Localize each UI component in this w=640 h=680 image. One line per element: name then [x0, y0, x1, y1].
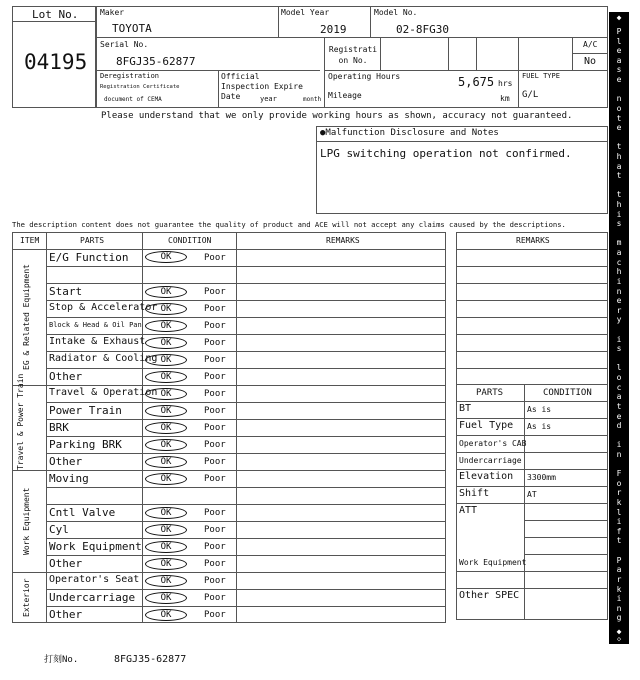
row-line: [46, 402, 446, 403]
sidebar-char: P: [616, 27, 622, 36]
sidebar-char: k: [616, 498, 622, 508]
malfunction-text: LPG switching operation not confirmed.: [320, 147, 572, 160]
registration-label: Registrati on No.: [328, 45, 378, 65]
remarks-row-line: [456, 334, 608, 335]
row-line: [46, 334, 446, 335]
remarks-row-line: [456, 300, 608, 301]
footer-label: 打刻No.: [44, 655, 79, 665]
row-line: [46, 589, 446, 590]
poor-label: Poor: [204, 440, 226, 450]
poor-label: Poor: [204, 304, 226, 314]
sidebar-char: a: [616, 161, 622, 171]
sidebar-char: e: [616, 296, 622, 306]
part-label: Power Train: [49, 404, 122, 417]
header-parts: PARTS: [80, 236, 105, 245]
malfunction-title: ●Malfunction Disclosure and Notes: [320, 128, 499, 138]
row-line: [46, 606, 446, 607]
poor-label: Poor: [204, 474, 226, 484]
maker-label: Maker: [100, 8, 125, 17]
spec-row-line: [524, 520, 608, 521]
table-col-line: [46, 232, 47, 623]
sidebar-char: s: [616, 344, 622, 354]
poor-label: Poor: [204, 321, 226, 331]
part-label: Parking BRK: [49, 438, 122, 451]
sidebar-char: l: [616, 507, 622, 517]
sidebar-char: m: [616, 238, 622, 248]
row-line: [46, 555, 446, 556]
sidebar-char: i: [616, 440, 622, 450]
header-condition: CONDITION: [168, 236, 212, 245]
ok-mark: OK: [145, 251, 187, 263]
spec-cond: AT: [527, 490, 537, 499]
part-label: Moving: [49, 472, 89, 485]
row-line: [46, 453, 446, 454]
ok-mark: OK: [145, 524, 187, 536]
part-label: E/G Function: [49, 251, 129, 264]
part-label: Undercarriage: [49, 591, 136, 604]
row-line: [46, 538, 446, 539]
row-line: [46, 436, 446, 437]
sidebar-char: a: [616, 392, 622, 402]
group-label: Exterior: [22, 578, 31, 617]
model-no-value: 02-8FG30: [396, 23, 449, 36]
ok-mark: OK: [145, 303, 187, 315]
sidebar-char: P: [616, 555, 622, 565]
sidebar-char: y: [616, 315, 622, 325]
km-unit: km: [500, 94, 510, 103]
row-line: [12, 385, 446, 386]
sidebar-diamond-top: ◆: [616, 13, 622, 22]
remarks-row-line: [456, 351, 608, 352]
model-year-value: 2019: [320, 23, 347, 36]
part-label: Other: [49, 557, 83, 570]
header-item: ITEM: [20, 236, 40, 245]
sidebar-char: a: [616, 248, 622, 258]
ok-mark: OK: [145, 507, 187, 519]
part-label: Travel & Operation: [49, 387, 158, 398]
spec-row-line: [456, 486, 608, 487]
spec-part: Undercarriage: [459, 456, 522, 465]
row-line: [46, 351, 446, 352]
row-line: [12, 572, 446, 573]
spec-col-line: [524, 384, 525, 620]
malfunction-box: [316, 126, 608, 214]
sidebar-char: t: [616, 190, 622, 200]
mileage-label: Mileage: [328, 91, 362, 100]
part-label: Work Equipment: [49, 540, 142, 553]
remarks-row-line: [456, 368, 608, 369]
ok-mark: OK: [145, 422, 187, 434]
spec-row-line: [456, 588, 608, 589]
poor-label: Poor: [204, 253, 226, 263]
sidebar-char: c: [616, 257, 622, 267]
sidebar-char: i: [616, 209, 622, 219]
sidebar-char: F: [616, 469, 622, 479]
inspection-label: Official Inspection Expire Date: [221, 72, 303, 101]
sidebar-char: a: [616, 55, 622, 65]
model-no-label: Model No.: [374, 8, 418, 17]
row-line: [46, 300, 446, 301]
table-header-line: [12, 249, 446, 250]
right-remarks-header: REMARKS: [516, 236, 550, 245]
spec-parts-header: PARTS: [476, 388, 504, 398]
sidebar-char: h: [616, 151, 622, 161]
row-line: [46, 487, 446, 488]
spec-row-line: [456, 418, 608, 419]
ok-mark: OK: [145, 388, 187, 400]
spec-condition-header: CONDITION: [543, 388, 592, 398]
part-label: Operator's Seat: [49, 574, 140, 585]
poor-label: Poor: [204, 287, 226, 297]
poor-label: Poor: [204, 559, 226, 569]
sidebar-char: n: [616, 603, 622, 613]
footer-value: 8FGJ35-62877: [114, 654, 187, 665]
part-label: Intake & Exhaust: [49, 336, 146, 347]
row-line: [46, 317, 446, 318]
poor-label: Poor: [204, 508, 226, 518]
remarks-row-line: [456, 249, 608, 250]
sidebar-char: e: [616, 411, 622, 421]
sidebar-char: n: [616, 449, 622, 459]
ac-label: A/C: [583, 40, 598, 49]
sidebar-char: s: [616, 219, 622, 229]
sidebar-char: e: [616, 46, 622, 56]
ok-mark: OK: [145, 320, 187, 332]
sidebar-char: i: [616, 276, 622, 286]
spec-row-line: [524, 537, 608, 538]
sidebar-char: a: [616, 565, 622, 575]
sidebar-char: t: [616, 171, 622, 181]
part-label: Start: [49, 285, 83, 298]
sidebar-char: o: [616, 478, 622, 488]
spec-row-line: [524, 554, 608, 555]
sidebar-char: r: [616, 488, 622, 498]
spec-row-line: [456, 452, 608, 453]
year-label: year: [260, 95, 277, 103]
spec-part: Fuel Type: [459, 420, 514, 431]
poor-label: Poor: [204, 423, 226, 433]
model-year-label: Model Year: [281, 8, 330, 17]
sidebar-char: e: [616, 123, 622, 133]
remarks-row-line: [456, 266, 608, 267]
part-label: Cntl Valve: [49, 506, 116, 519]
remarks-row-line: [456, 283, 608, 284]
sidebar-char: c: [616, 382, 622, 392]
spec-part: Shift: [459, 488, 490, 499]
group-label: Travel & Power Train: [16, 373, 25, 470]
row-line: [46, 283, 446, 284]
sidebar-char: n: [616, 94, 622, 104]
lot-number: 04195: [24, 50, 88, 74]
row-line: [46, 419, 446, 420]
sidebar-char: i: [616, 334, 622, 344]
hrs-unit: hrs: [498, 79, 513, 88]
part-label: Cyl: [49, 523, 69, 536]
spec-part: Other SPEC: [459, 590, 520, 601]
op-hours-value: 5,675: [458, 75, 495, 89]
op-hours-label: Operating Hours: [328, 72, 401, 81]
poor-label: Poor: [204, 372, 226, 382]
sidebar-char: n: [616, 286, 622, 296]
spec-part: BT: [459, 403, 472, 414]
sidebar-char: t: [616, 113, 622, 123]
sidebar-diamond-bottom: ◆: [616, 627, 622, 636]
spec-part: Elevation: [459, 471, 514, 482]
ok-mark: OK: [145, 456, 187, 468]
remarks-row-line: [456, 317, 608, 318]
group-label: Work Equipment: [22, 487, 31, 555]
part-label: Other: [49, 455, 83, 468]
group-label: EG & Related Equipment: [22, 264, 31, 370]
sidebar-char: t: [616, 536, 622, 546]
sidebar-char: i: [616, 594, 622, 604]
sidebar-char: d: [616, 421, 622, 431]
ok-mark: OK: [145, 473, 187, 485]
sidebar-char: t: [616, 142, 622, 152]
ok-mark: OK: [145, 337, 187, 349]
row-line: [46, 521, 446, 522]
part-label: Radiator & Cooling: [49, 353, 158, 364]
sidebar-char: t: [616, 401, 622, 411]
sidebar-diamond-open: ◇: [616, 635, 622, 643]
row-line: [46, 266, 446, 267]
serial-value: 8FGJ35-62877: [116, 55, 196, 68]
spec-cond: As is: [527, 405, 552, 414]
spec-row-line: [456, 469, 608, 470]
sidebar-char: h: [616, 200, 622, 210]
spec-row-line: [456, 503, 608, 504]
ok-mark: OK: [145, 371, 187, 383]
location-sidebar: [609, 12, 629, 644]
part-label: Other: [49, 370, 83, 383]
sidebar-char: i: [616, 517, 622, 527]
part-label: Stop & Accelerator: [49, 302, 158, 313]
serial-label: Serial No.: [100, 40, 149, 49]
table-col-line: [236, 232, 237, 623]
lot-label: Lot No.: [32, 8, 79, 21]
row-line: [12, 470, 446, 471]
poor-label: Poor: [204, 457, 226, 467]
sidebar-char: g: [616, 613, 622, 623]
poor-label: Poor: [204, 389, 226, 399]
fuel-type-label: FUEL TYPE: [522, 72, 560, 80]
ok-mark: OK: [145, 541, 187, 553]
ac-value: No: [584, 56, 597, 67]
ok-mark: OK: [145, 575, 187, 587]
sidebar-char: l: [616, 363, 622, 373]
table-col-line: [142, 232, 143, 623]
sidebar-char: e: [616, 75, 622, 85]
ok-mark: OK: [145, 286, 187, 298]
disclaimer: The description content does not guarantee the quality of product and ACE will not accept any claims caused by the descriptions.: [12, 220, 566, 229]
ok-mark: OK: [145, 405, 187, 417]
poor-label: Poor: [204, 355, 226, 365]
part-label: BRK: [49, 421, 69, 434]
ok-mark: OK: [145, 439, 187, 451]
ok-mark: OK: [145, 558, 187, 570]
month-label: month: [303, 96, 322, 103]
row-line: [46, 504, 446, 505]
poor-label: Poor: [204, 542, 226, 552]
part-label: Block & Head & Oil Pan: [49, 321, 142, 329]
poor-label: Poor: [204, 576, 226, 586]
sidebar-char: s: [616, 65, 622, 75]
sidebar-char: f: [616, 526, 622, 536]
poor-label: Poor: [204, 525, 226, 535]
sidebar-char: k: [616, 584, 622, 594]
spec-part: ATT: [459, 505, 478, 516]
ok-mark: OK: [145, 592, 187, 604]
spec-cond: 3300mm: [527, 473, 556, 482]
part-label: Other: [49, 608, 83, 621]
row-line: [46, 368, 446, 369]
hours-notice: Please understand that we only provide working hours as shown, accuracy not guaranteed.: [101, 111, 573, 121]
ok-mark: OK: [145, 609, 187, 621]
sidebar-char: l: [616, 36, 622, 46]
sidebar-char: r: [616, 305, 622, 315]
spec-row-line: [456, 571, 608, 572]
sidebar-char: r: [616, 574, 622, 584]
spec-cond: As is: [527, 422, 552, 431]
poor-label: Poor: [204, 610, 226, 620]
spec-row-line: [456, 435, 608, 436]
header-remarks: REMARKS: [326, 236, 360, 245]
remarks-table: [456, 232, 608, 385]
spec-header-line: [456, 401, 608, 402]
sidebar-char: h: [616, 267, 622, 277]
sidebar-char: o: [616, 103, 622, 113]
maker-value: TOYOTA: [112, 22, 152, 35]
cema-label: document of CEMA: [104, 96, 162, 103]
dereg-label: Deregistration: [100, 72, 160, 80]
poor-label: Poor: [204, 593, 226, 603]
poor-label: Poor: [204, 406, 226, 416]
reg-cert-label: Registration Certificate: [100, 84, 180, 90]
spec-part: Operator's CAB: [459, 439, 527, 448]
spec-part: Work Equipment: [459, 558, 527, 567]
fuel-type-value: G/L: [522, 90, 539, 100]
poor-label: Poor: [204, 338, 226, 348]
ok-mark: OK: [145, 354, 187, 366]
sidebar-char: o: [616, 373, 622, 383]
